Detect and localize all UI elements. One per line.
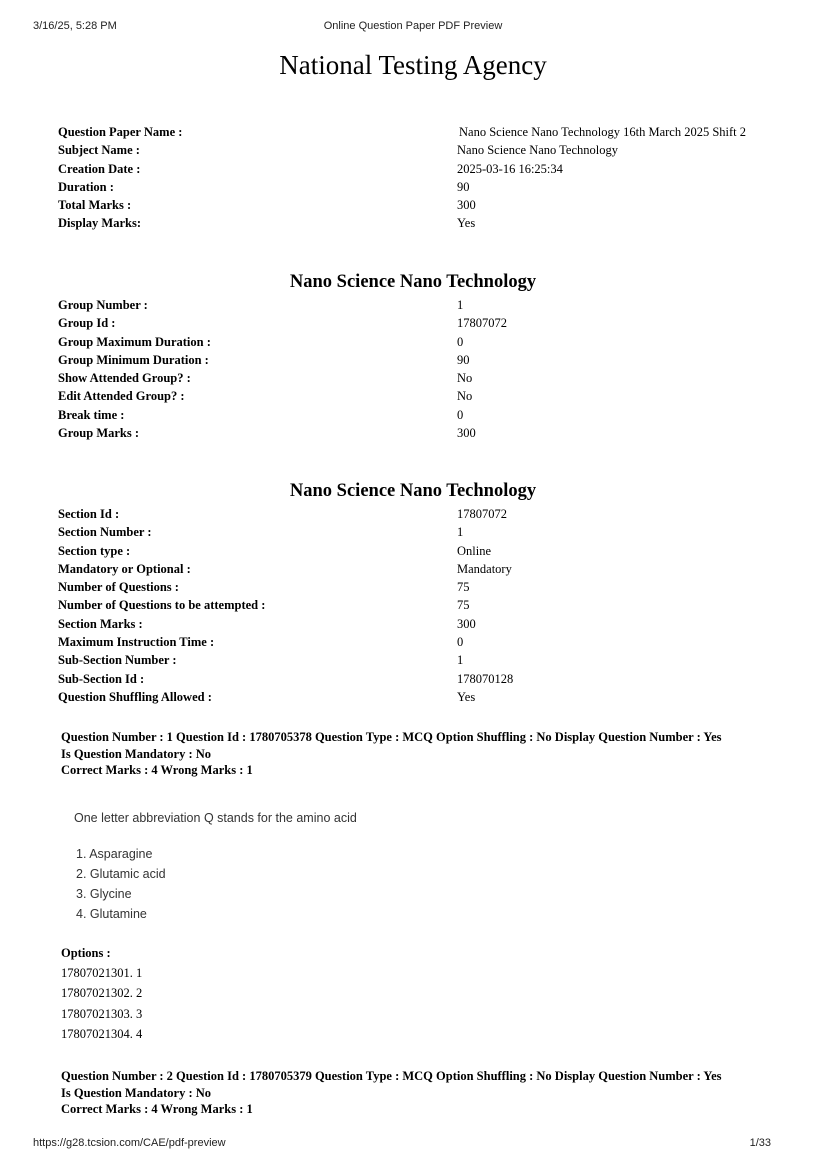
section-key: Maximum Instruction Time : bbox=[58, 635, 215, 650]
group-key: Group Marks : bbox=[58, 426, 140, 441]
info-key: Question Paper Name : bbox=[58, 125, 183, 139]
question-1-header bbox=[61, 729, 781, 779]
question-1-options bbox=[61, 963, 142, 1044]
section-value: Mandatory bbox=[457, 561, 512, 576]
section-value: 0 bbox=[457, 635, 464, 650]
section-value: 75 bbox=[457, 598, 470, 613]
info-value: 2025-03-16 16:25:34 bbox=[457, 161, 563, 176]
section-value: Online bbox=[457, 543, 492, 558]
print-header bbox=[0, 20, 826, 34]
question-1-text: One letter abbreviation Q stands for the amino acid bbox=[74, 811, 357, 825]
group-row bbox=[58, 387, 778, 405]
info-row bbox=[58, 123, 778, 141]
info-value: Nano Science Nano Technology bbox=[457, 143, 618, 158]
section-value: 1 bbox=[457, 653, 464, 668]
section-key: Number of Questions to be attempted : bbox=[58, 598, 266, 613]
section-key: Question Shuffling Allowed : bbox=[58, 689, 212, 704]
group-key: Edit Attended Group? : bbox=[58, 389, 185, 404]
print-title: Online Question Paper PDF Preview bbox=[323, 20, 503, 32]
group-heading: Nano Science Nano Technology bbox=[289, 272, 537, 292]
group-row bbox=[58, 351, 778, 369]
info-value: Yes bbox=[457, 216, 476, 231]
section-row bbox=[58, 542, 778, 560]
question-1-choices bbox=[76, 844, 166, 924]
section-key: Section Id : bbox=[58, 507, 120, 521]
choice-item: 2. Glutamic acid bbox=[76, 867, 166, 881]
info-key: Display Marks: bbox=[58, 216, 141, 231]
group-key: Group Maximum Duration : bbox=[58, 334, 211, 349]
page-title: National Testing Agency bbox=[279, 50, 547, 80]
group-value: 300 bbox=[457, 426, 476, 441]
group-value: No bbox=[457, 389, 473, 404]
section-value: 300 bbox=[457, 616, 476, 631]
group-value: 17807072 bbox=[457, 316, 507, 331]
section-value: 17807072 bbox=[457, 507, 507, 521]
option-item: 17807021304. 4 bbox=[61, 1026, 143, 1041]
group-info-table bbox=[58, 296, 778, 442]
group-row bbox=[58, 296, 778, 314]
question-1-marks: Correct Marks : 4 Wrong Marks : 1 bbox=[61, 763, 253, 777]
group-value: 0 bbox=[457, 407, 464, 422]
choice-item: 3. Glycine bbox=[76, 887, 132, 901]
section-key: Section Number : bbox=[58, 525, 152, 540]
group-key: Show Attended Group? : bbox=[58, 371, 191, 386]
section-key: Section type : bbox=[58, 543, 131, 558]
section-key: Section Marks : bbox=[58, 616, 143, 631]
group-key: Group Number : bbox=[58, 298, 148, 312]
section-key: Number of Questions : bbox=[58, 580, 179, 595]
info-key: Subject Name : bbox=[58, 143, 140, 158]
paper-info-table bbox=[58, 123, 778, 233]
section-row bbox=[58, 651, 778, 669]
section-value: Yes bbox=[457, 689, 476, 704]
question-2-header bbox=[61, 1068, 781, 1118]
info-row bbox=[58, 214, 778, 232]
section-row bbox=[58, 670, 778, 688]
choice-item: 4. Glutamine bbox=[76, 907, 147, 921]
option-item: 17807021302. 2 bbox=[61, 986, 143, 1001]
group-value: No bbox=[457, 371, 473, 386]
group-row bbox=[58, 314, 778, 332]
section-row bbox=[58, 615, 778, 633]
section-value: 178070128 bbox=[457, 671, 514, 686]
section-row bbox=[58, 578, 778, 596]
section-value: 75 bbox=[457, 580, 470, 595]
info-row bbox=[58, 196, 778, 214]
section-row bbox=[58, 688, 778, 706]
info-key: Duration : bbox=[58, 179, 114, 194]
section-row bbox=[58, 505, 778, 523]
group-row bbox=[58, 369, 778, 387]
group-key: Break time : bbox=[58, 407, 125, 422]
group-key: Group Id : bbox=[58, 316, 116, 331]
question-2-meta: Question Number : 2 Question Id : 1780705379 Question Type : MCQ Option Shuffling : No Display Question Number : Yes bbox=[61, 1069, 722, 1083]
print-datetime: 3/16/25, 5:28 PM bbox=[33, 20, 117, 32]
section-key: Sub-Section Id : bbox=[58, 671, 145, 686]
section-row bbox=[58, 523, 778, 541]
group-row bbox=[58, 333, 778, 351]
print-url: https://g28.tcsion.com/CAE/pdf-preview bbox=[33, 1137, 226, 1149]
group-value: 0 bbox=[457, 334, 464, 349]
info-row bbox=[58, 141, 778, 159]
options-label: Options : bbox=[61, 946, 111, 960]
section-row bbox=[58, 633, 778, 651]
group-value: 1 bbox=[457, 298, 464, 312]
option-item: 17807021301. 1 bbox=[61, 966, 143, 980]
question-2-mandatory: Is Question Mandatory : No bbox=[61, 1085, 212, 1100]
question-2-marks: Correct Marks : 4 Wrong Marks : 1 bbox=[61, 1102, 253, 1116]
print-page-number: 1/33 bbox=[749, 1137, 771, 1149]
section-info-table bbox=[58, 505, 778, 706]
info-value: 90 bbox=[457, 179, 470, 194]
section-row bbox=[58, 596, 778, 614]
group-row bbox=[58, 424, 778, 442]
info-value: 300 bbox=[457, 198, 476, 213]
option-item: 17807021303. 3 bbox=[61, 1006, 143, 1021]
section-key: Mandatory or Optional : bbox=[58, 561, 191, 576]
info-key: Creation Date : bbox=[58, 161, 141, 176]
info-row bbox=[58, 178, 778, 196]
question-1-mandatory: Is Question Mandatory : No bbox=[61, 746, 212, 761]
group-value: 90 bbox=[457, 352, 470, 367]
info-value: Nano Science Nano Technology 16th March 2025 Shift 2 bbox=[459, 125, 747, 139]
info-key: Total Marks : bbox=[58, 198, 132, 213]
section-key: Sub-Section Number : bbox=[58, 653, 177, 668]
question-1-meta: Question Number : 1 Question Id : 1780705378 Question Type : MCQ Option Shuffling : No Display Question Number : Yes bbox=[61, 730, 722, 744]
choice-item: 1. Asparagine bbox=[76, 847, 153, 861]
info-row bbox=[58, 160, 778, 178]
section-row bbox=[58, 560, 778, 578]
group-row bbox=[58, 406, 778, 424]
print-footer bbox=[0, 1137, 826, 1151]
section-heading: Nano Science Nano Technology bbox=[289, 481, 537, 501]
section-value: 1 bbox=[457, 525, 464, 540]
group-key: Group Minimum Duration : bbox=[58, 352, 209, 367]
